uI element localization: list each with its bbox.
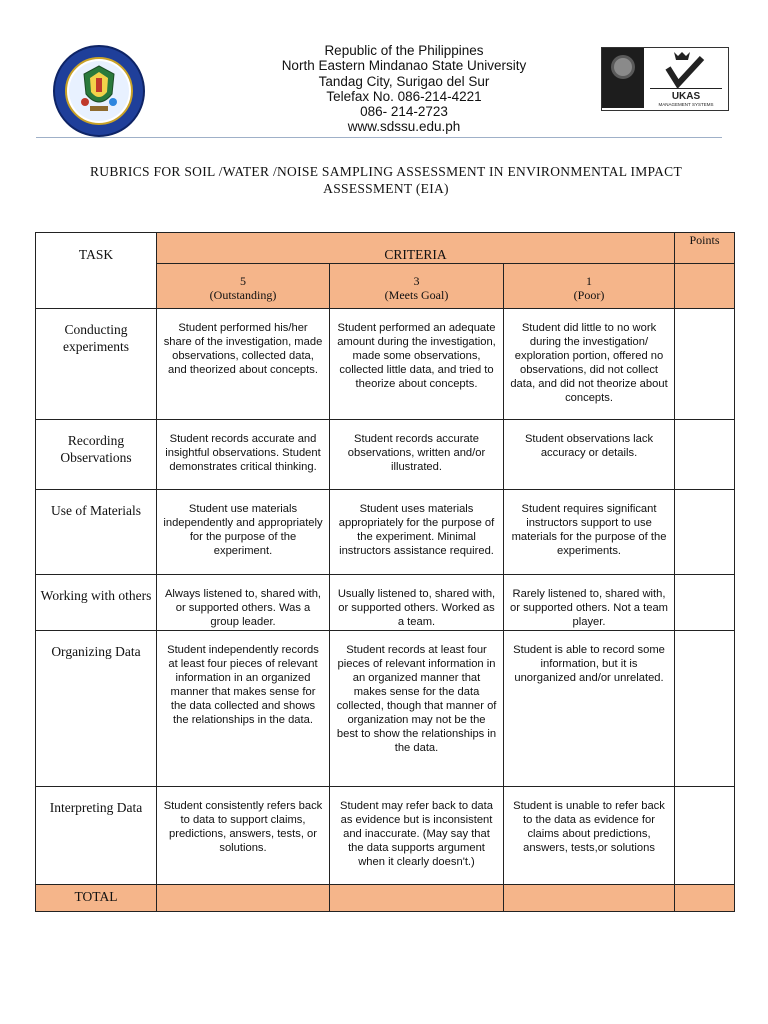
task-header: TASK — [36, 233, 157, 309]
total-points-cell — [675, 885, 735, 912]
title-line-2: ASSESSMENT (EIA) — [323, 181, 449, 196]
level-label: (Meets Goal) — [384, 288, 449, 302]
total-outstanding-cell — [157, 885, 330, 912]
points-cell — [675, 420, 735, 490]
nqa-logo — [602, 48, 644, 108]
level-score: 1 — [586, 274, 592, 288]
level-meets-goal — [330, 264, 504, 309]
level-score: 3 — [413, 274, 420, 288]
points-cell — [675, 490, 735, 575]
criteria-meets-goal: Student records at least four pieces of relevant information in an organized manner that makes sense for the data collected, though that manner of organization may not be the best to show the relationships in the data. — [330, 631, 504, 787]
points-header: Points — [675, 233, 735, 264]
letterhead — [0, 0, 768, 140]
total-row — [36, 885, 735, 912]
criteria-poor: Student did little to no work during the investigation/ exploration portion, offered no observations, did not collect data, and did not theorize about concepts. — [504, 309, 675, 420]
criteria-poor: Rarely listened to, shared with, or supported others. Not a team player. — [504, 575, 675, 631]
task-name: Conducting experiments — [36, 309, 157, 420]
points-cell — [675, 575, 735, 631]
points-cell — [675, 309, 735, 420]
task-name: Interpreting Data — [36, 787, 157, 885]
university-seal-logo — [52, 44, 146, 138]
criteria-outstanding: Student records accurate and insightful observations. Student demonstrates critical thinking. — [157, 420, 330, 490]
city-line: Tandag City, Surigao del Sur — [318, 73, 490, 89]
university-name: North Eastern Mindanao State University — [281, 58, 527, 74]
header-row — [36, 233, 735, 264]
criteria-outstanding: Student consistently refers back to data to support claims, predictions, answers, tests, or solutions. — [157, 787, 330, 885]
table-row — [36, 787, 735, 885]
header-divider — [36, 137, 722, 138]
criteria-meets-goal: Student records accurate observations, written and/or illustrated. — [330, 420, 504, 490]
criteria-header: CRITERIA — [157, 233, 675, 264]
republic-line: Republic of the Philippines — [324, 43, 484, 58]
table-row — [36, 420, 735, 490]
criteria-meets-goal: Student uses materials appropriately for the purpose of the experiment. Minimal instructors assistance required. — [330, 490, 504, 575]
level-score: 5 — [240, 274, 246, 288]
total-label: TOTAL — [36, 885, 157, 912]
criteria-meets-goal: Student may refer back to data as evidence but is inconsistent and inaccurate. (May say that the data supports argument when it clearly doesn't.) — [330, 787, 504, 885]
criteria-outstanding: Always listened to, shared with, or supported others. Was a group leader. — [157, 575, 330, 631]
points-cell — [675, 787, 735, 885]
table-row — [36, 309, 735, 420]
phone-line: 086- 214-2723 — [360, 104, 448, 120]
criteria-meets-goal: Usually listened to, shared with, or supported others. Worked as a team. — [330, 575, 504, 631]
criteria-poor: Student is able to record some information, but it is unorganized and/or unrelated. — [504, 631, 675, 787]
task-name: Use of Materials — [36, 490, 157, 575]
table-row — [36, 575, 735, 631]
level-label: (Outstanding) — [209, 288, 277, 302]
level-label: (Poor) — [573, 288, 605, 302]
iso-certification-logo — [601, 47, 729, 111]
total-meets-goal-cell — [330, 885, 504, 912]
criteria-poor: Student requires significant instructors support to use materials for the purpose of the experiments. — [504, 490, 675, 575]
ukas-logo — [644, 48, 728, 110]
website-line: www.sdssu.edu.ph — [347, 119, 461, 135]
criteria-meets-goal: Student performed an adequate amount during the investigation, made some observations, collected little data, and tried to theorize about concepts. — [330, 309, 504, 420]
task-name: Recording Observations — [36, 420, 157, 490]
points-level-cell — [675, 264, 735, 309]
criteria-poor: Student is unable to refer back to the data as evidence for claims about predictions, answers, tests,or solutions — [504, 787, 675, 885]
criteria-outstanding: Student performed his/her share of the investigation, made observations, collected data, and theorized about concepts. — [157, 309, 330, 420]
svg-text:MANAGEMENT SYSTEMS: MANAGEMENT SYSTEMS — [658, 102, 714, 107]
criteria-outstanding: Student use materials independently and appropriately for the purpose of the experiment. — [157, 490, 330, 575]
table-row — [36, 490, 735, 575]
criteria-poor: Student observations lack accuracy or details. — [504, 420, 675, 490]
criteria-outstanding: Student independently records at least four pieces of relevant information in an organized manner that makes sense for the data collected and shows the relationships in the data. — [157, 631, 330, 787]
university-address — [220, 43, 588, 135]
table-row — [36, 631, 735, 787]
title-line-1: RUBRICS FOR SOIL /WATER /NOISE SAMPLING ASSESSMENT IN ENVIRONMENTAL IMPACT — [89, 164, 683, 179]
telefax-line: Telefax No. 086-214-4221 — [326, 88, 482, 104]
task-name: Organizing Data — [36, 631, 157, 787]
rubric-table — [35, 232, 735, 912]
task-name: Working with others — [36, 575, 157, 631]
points-cell — [675, 631, 735, 787]
document-title — [36, 163, 736, 197]
total-poor-cell — [504, 885, 675, 912]
level-outstanding — [157, 264, 330, 309]
svg-text:UKAS: UKAS — [671, 91, 701, 102]
level-poor — [504, 264, 675, 309]
